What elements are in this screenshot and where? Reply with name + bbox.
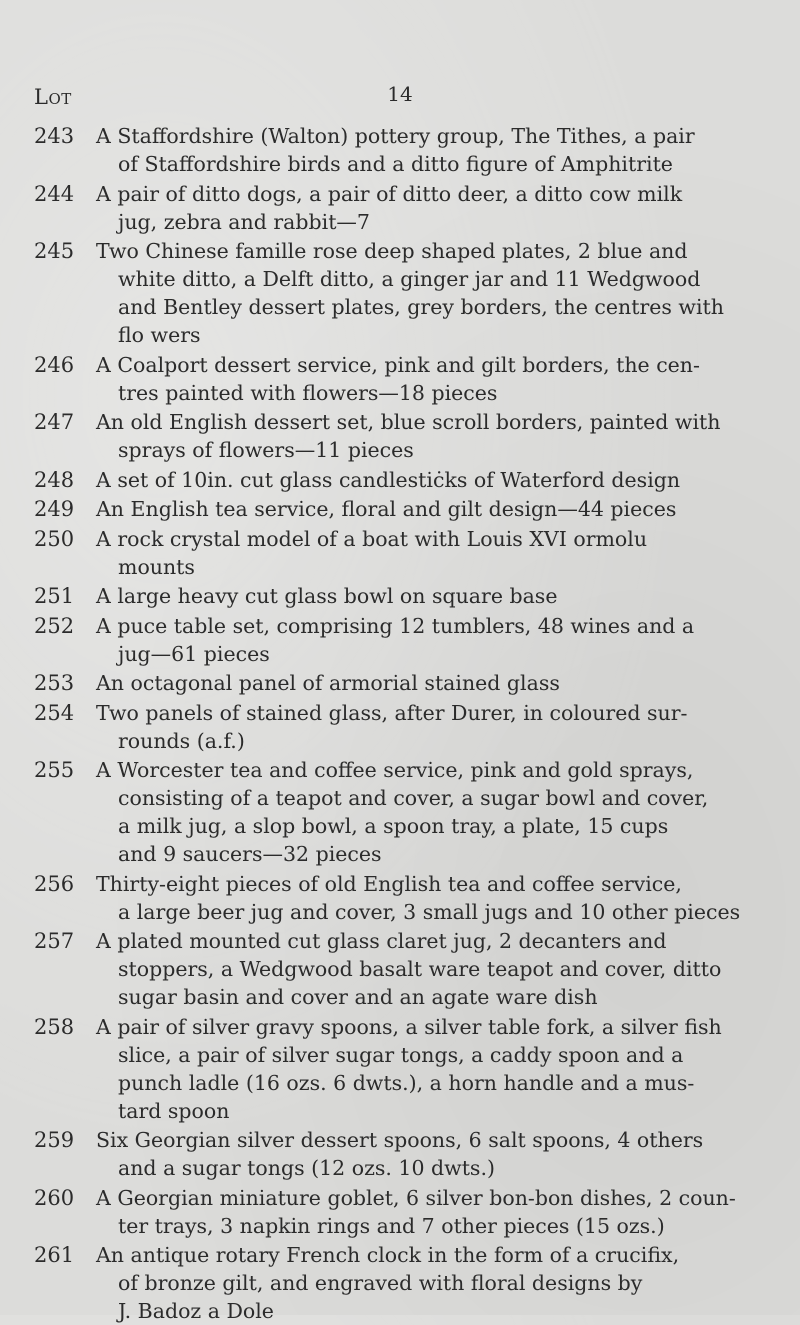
lot-description bbox=[96, 237, 766, 349]
lot-description-line: of Staffordshire birds and a ditto figure of Amphitrite bbox=[118, 152, 673, 176]
lot-description-line: A puce table set, comprising 12 tumblers, 48 wines and a bbox=[96, 613, 695, 638]
lot-description-line: a large beer jug and cover, 3 small jugs and 10 other pieces bbox=[118, 899, 741, 924]
lot-description-line: A Worcester tea and coffee service, pink and gold sprays, bbox=[96, 758, 694, 782]
lot-number: 251 bbox=[34, 584, 75, 608]
lot-description bbox=[96, 122, 766, 178]
lot-description bbox=[96, 1126, 766, 1182]
lot-description bbox=[96, 699, 766, 755]
lot-description-line: and 9 saucers—32 pieces bbox=[118, 842, 382, 866]
lot-description-line: An antique rotary French clock in the form of a crucifix, bbox=[96, 1243, 680, 1267]
lot-number: 247 bbox=[34, 410, 75, 434]
lot-description-line: slice, a pair of silver sugar tongs, a caddy spoon and a bbox=[118, 1042, 684, 1067]
lot-description bbox=[96, 612, 766, 668]
page-number: 14 bbox=[387, 82, 413, 106]
lot-description-line: ter trays, 3 napkin rings and 7 other pieces (15 ozs.) bbox=[118, 1213, 665, 1238]
lot-description-line: A Georgian miniature goblet, 6 silver bon-bon dishes, 2 coun- bbox=[96, 1185, 736, 1210]
lot-description-line: J. Badoz a Dole bbox=[118, 1299, 274, 1323]
lot-description-line: tard spoon bbox=[118, 1098, 230, 1123]
lot-description-line: and Bentley dessert plates, grey borders, the centres with bbox=[118, 295, 724, 319]
lot-description bbox=[96, 582, 766, 610]
lot-number: 260 bbox=[34, 1185, 75, 1210]
lot-number: 254 bbox=[34, 700, 75, 725]
lot-description bbox=[96, 669, 766, 697]
lot-description-line: A Coalport dessert service, pink and gilt borders, the cen- bbox=[96, 352, 700, 377]
lot-description bbox=[96, 495, 766, 523]
lot-description bbox=[96, 870, 766, 926]
lot-description bbox=[96, 408, 766, 464]
lot-description-line: flo wers bbox=[118, 323, 201, 347]
lot-description bbox=[96, 351, 766, 407]
lot-number: 259 bbox=[34, 1128, 75, 1152]
lot-number: 253 bbox=[34, 671, 75, 695]
lot-description-line: stoppers, a Wedgwood basalt ware teapot and cover, ditto bbox=[118, 957, 722, 981]
lot-number: 257 bbox=[34, 929, 75, 953]
lot-description-line: jug, zebra and rabbit—7 bbox=[118, 209, 370, 234]
lot-description-line: white ditto, a Delft ditto, a ginger jar and 11 Wedgwood bbox=[118, 267, 701, 291]
lot-number: 256 bbox=[34, 871, 75, 896]
lot-number: 261 bbox=[34, 1243, 75, 1267]
lot-description-line: a milk jug, a slop bowl, a spoon tray, a plate, 15 cups bbox=[118, 814, 669, 838]
lot-number: 248 bbox=[34, 467, 75, 492]
lot-description bbox=[96, 927, 766, 1011]
lot-description-line: consisting of a teapot and cover, a sugar bowl and cover, bbox=[118, 786, 709, 810]
lot-description-line: A plated mounted cut glass claret jug, 2 decanters and bbox=[96, 929, 667, 953]
lot-column-heading: Lot bbox=[34, 85, 72, 109]
lot-description-line: mounts bbox=[118, 554, 195, 579]
lot-description bbox=[96, 180, 766, 236]
lot-description bbox=[96, 525, 766, 581]
lot-description bbox=[96, 1184, 766, 1240]
lot-description-line: tres painted with flowers—18 pieces bbox=[118, 380, 498, 405]
lot-description-line: Two panels of stained glass, after Durer, in coloured sur- bbox=[96, 700, 688, 725]
lot-description-line: punch ladle (16 ozs. 6 dwts.), a horn handle and a mus- bbox=[118, 1070, 695, 1095]
lot-description bbox=[96, 1013, 766, 1125]
lot-number: 258 bbox=[34, 1014, 75, 1039]
lot-description-line: A rock crystal model of a boat with Louis XVI ormolu bbox=[96, 526, 648, 551]
lot-description-line: of bronze gilt, and engraved with floral designs by bbox=[118, 1271, 643, 1295]
lot-number: 249 bbox=[34, 497, 75, 521]
lot-number: 255 bbox=[34, 758, 75, 782]
lot-number: 244 bbox=[34, 181, 75, 206]
lot-description-line: sugar basin and cover and an agate ware dish bbox=[118, 985, 598, 1009]
lot-description bbox=[96, 1241, 766, 1325]
lot-description-line: Two Chinese famille rose deep shaped plates, 2 blue and bbox=[96, 239, 688, 263]
lot-description bbox=[96, 756, 766, 868]
lot-number: 243 bbox=[34, 124, 75, 148]
lot-description-line: rounds (a.f.) bbox=[118, 728, 245, 753]
lot-description-line: A large heavy cut glass bowl on square base bbox=[96, 584, 558, 608]
lot-description-line: A pair of silver gravy spoons, a silver table fork, a silver fish bbox=[96, 1014, 722, 1039]
lot-description-line: jug—61 pieces bbox=[118, 641, 270, 666]
lot-description-line: and a sugar tongs (12 ozs. 10 dwts.) bbox=[118, 1156, 495, 1180]
lot-description-line: A Staffordshire (Walton) pottery group, The Tithes, a pair bbox=[96, 124, 695, 148]
lot-description-line: An old English dessert set, blue scroll borders, painted with bbox=[96, 410, 721, 434]
lot-description-line: A set of 10in. cut glass candlestiċks of Waterford design bbox=[96, 467, 681, 492]
lot-number: 246 bbox=[34, 352, 75, 377]
lot-description-line: sprays of flowers—11 pieces bbox=[118, 438, 414, 462]
lot-description-line: An English tea service, floral and gilt design—44 pieces bbox=[96, 497, 677, 521]
lot-description-line: Thirty-eight pieces of old English tea and coffee service, bbox=[96, 871, 682, 896]
lot-description-line: A pair of ditto dogs, a pair of ditto deer, a ditto cow milk bbox=[96, 181, 683, 206]
lot-description bbox=[96, 466, 766, 494]
lot-number: 250 bbox=[34, 526, 75, 551]
lot-number: 245 bbox=[34, 239, 75, 263]
lot-number: 252 bbox=[34, 613, 75, 638]
lot-description-line: Six Georgian silver dessert spoons, 6 salt spoons, 4 others bbox=[96, 1128, 704, 1152]
lot-description-line: An octagonal panel of armorial stained glass bbox=[96, 671, 560, 695]
